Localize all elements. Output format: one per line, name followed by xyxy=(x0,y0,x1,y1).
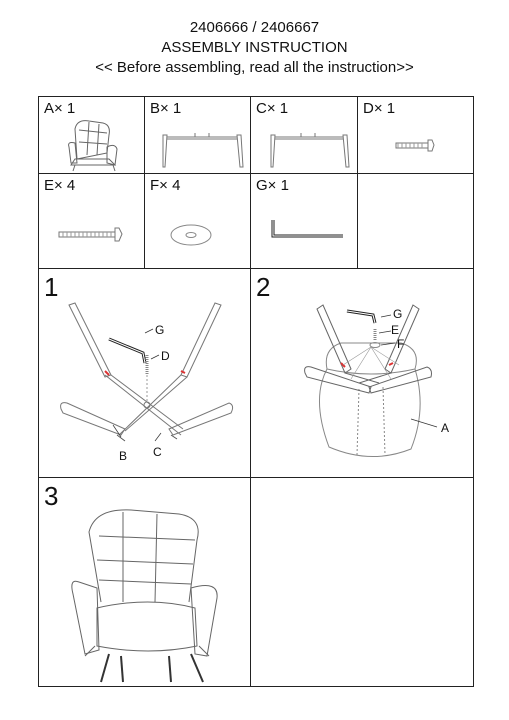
model-number: 2406666 / 2406667 xyxy=(189,19,320,36)
step-1-number: 1 xyxy=(44,272,59,302)
step-3-cell xyxy=(39,478,251,686)
part-a-label: A× 1 xyxy=(44,100,76,117)
callout-e: E xyxy=(391,323,400,337)
part-g-label: G× 1 xyxy=(256,177,289,194)
chair-icon xyxy=(39,97,145,174)
part-e-cell xyxy=(39,174,145,269)
step-3-number: 3 xyxy=(44,481,59,511)
callout-b: B xyxy=(119,449,128,463)
callout-a: A xyxy=(441,421,450,435)
empty-cell xyxy=(358,174,473,269)
long-bolt-icon xyxy=(39,174,145,269)
part-b-cell xyxy=(145,97,251,174)
part-g-cell xyxy=(251,174,358,269)
part-e-label: E× 4 xyxy=(44,177,76,194)
part-d-cell xyxy=(358,97,473,174)
part-f-label: F× 4 xyxy=(150,177,181,194)
document-title: ASSEMBLY INSTRUCTION xyxy=(161,39,348,56)
step-2-cell xyxy=(251,269,473,478)
part-f-cell xyxy=(145,174,251,269)
callout-f: F xyxy=(397,337,405,351)
leg-frame-icon xyxy=(145,97,251,174)
callout-g: G xyxy=(155,323,165,337)
part-a-cell xyxy=(39,97,145,174)
step-1-cell xyxy=(39,269,251,478)
leg-frame-icon xyxy=(251,97,358,174)
part-d-label: D× 1 xyxy=(363,100,396,117)
step-2-diagram xyxy=(251,269,473,478)
callout-c: C xyxy=(153,445,162,459)
callout-g: G xyxy=(393,307,403,321)
allen-key-icon xyxy=(251,174,358,269)
empty-cell xyxy=(251,478,473,686)
step-1-diagram xyxy=(39,269,251,478)
instruction-grid xyxy=(38,96,474,687)
instruction-note: << Before assembling, read all the instruction>> xyxy=(95,59,414,76)
callout-d: D xyxy=(161,349,170,363)
header xyxy=(0,18,509,78)
part-c-label: C× 1 xyxy=(256,100,289,117)
step-2-number: 2 xyxy=(256,272,271,302)
bolt-icon xyxy=(358,97,473,174)
part-c-cell xyxy=(251,97,358,174)
part-b-label: B× 1 xyxy=(150,100,182,117)
assembled-chair-illustration xyxy=(39,478,251,686)
washer-icon xyxy=(145,174,251,269)
